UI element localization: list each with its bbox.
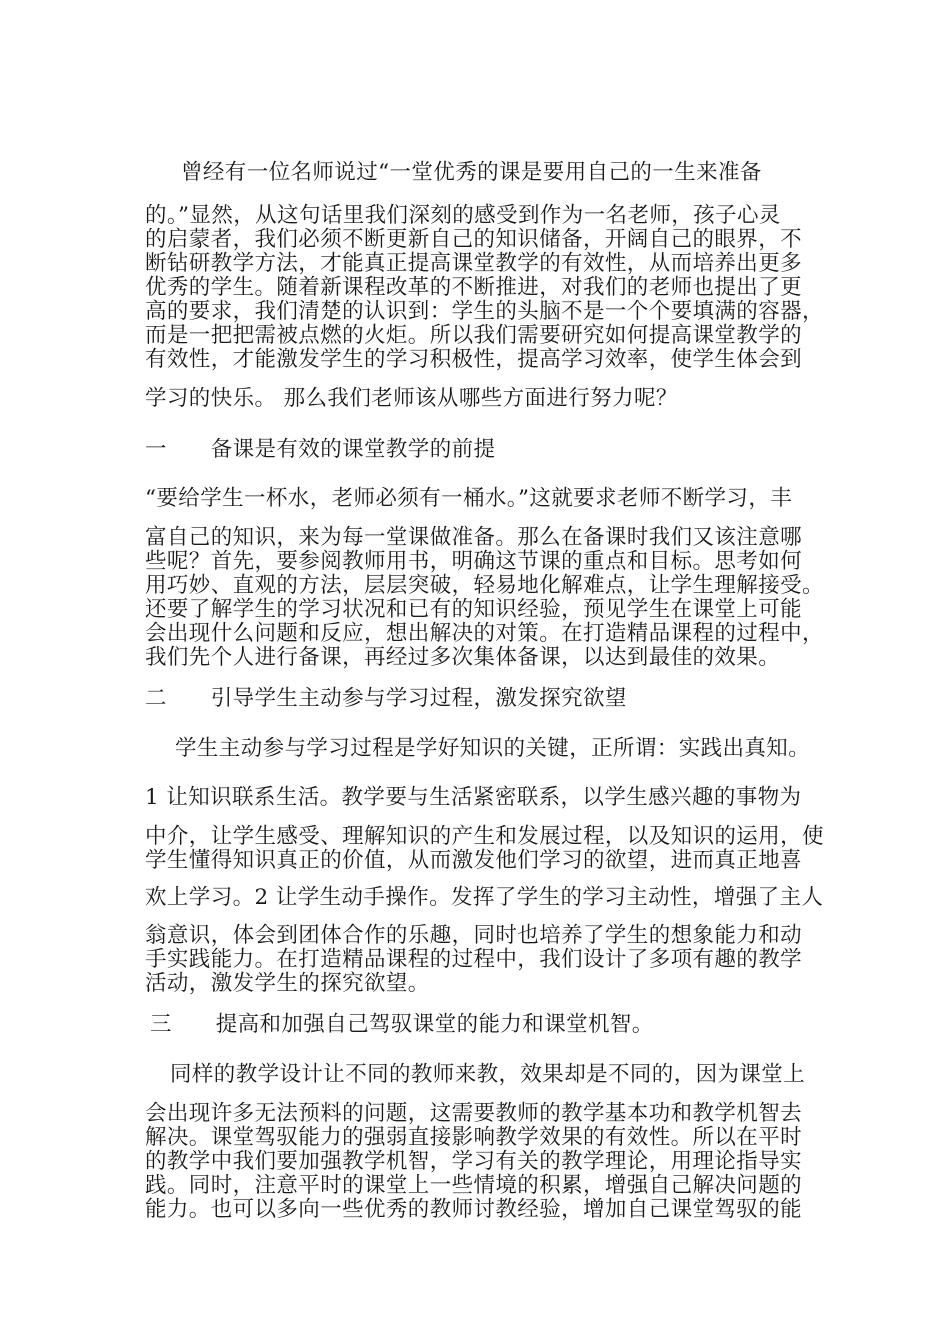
- section1-line: “要给学生一杯水，老师必须有一桶水。”这就要求老师不断学习，丰: [145, 486, 793, 511]
- section2-line: 学生懂得知识真正的价值，从而激发他们学习的欲望，进而真正地喜: [145, 848, 803, 873]
- section1-line: 我们先个人进行备课，再经过多次集体备课，以达到最佳的效果。: [145, 645, 781, 670]
- section3-line: 践。同时，注意平时的课堂上一些情境的积累，增强自己解决问题的: [145, 1173, 803, 1198]
- section3-line: 会出现许多无法预料的问题，这需要教师的教学基本功和教学机智去: [145, 1101, 803, 1126]
- section1-line: 些呢？首先，要参阅教师用书，明确这节课的重点和目标。思考如何: [145, 549, 803, 574]
- intro-line: 的启蒙者，我们必须不断更新自己的知识储备，开阔自己的眼界，不: [145, 227, 803, 252]
- intro-line: 的。”显然，从这句话里我们深刻的感受到作为一名老师，孩子心灵: [145, 203, 781, 228]
- intro-line: 高的要求，我们清楚的认识到：学生的头脑不是一个个要填满的容器，: [145, 299, 824, 324]
- section2-intro-line: 学生主动参与学习过程是学好知识的关键，正所谓：实践出真知。: [175, 736, 811, 761]
- intro-line: 有效性，才能激发学生的学习积极性，提高学习效率，使学生体会到: [145, 347, 803, 372]
- section1-line: 还要了解学生的学习状况和已有的知识经验，预见学生在课堂上可能: [145, 597, 803, 622]
- section2-line: 中介，让学生感受、理解知识的产生和发展过程，以及知识的运用，使: [145, 824, 824, 849]
- section1-line: 会出现什么问题和反应，想出解决的对策。在打造精品课程的过程中，: [145, 621, 824, 646]
- section-heading-2: 二 引导学生主动参与学习过程，激发探究欲望: [145, 686, 627, 711]
- section3-line: 同样的教学设计让不同的教师来教，效果却是不同的，因为课堂上: [170, 1062, 806, 1087]
- section2-line: 手实践能力。在打造精品课程的过程中，我们设计了多项有趣的教学: [145, 947, 803, 972]
- section3-line: 能力。也可以多向一些优秀的教师讨教经验，增加自己课堂驾驭的能: [145, 1197, 803, 1222]
- section1-line: 富自己的知识，来为每一堂课做准备。那么在备课时我们又该注意哪: [145, 525, 803, 550]
- section3-line: 的教学中我们要加强教学机智，学习有关的教学理论，用理论指导实: [145, 1149, 803, 1174]
- section2-line: 活动，激发学生的探究欲望。: [145, 971, 430, 996]
- section-heading-3: 三 提高和加强自己驾驭课堂的能力和课堂机智。: [150, 1012, 654, 1037]
- section2-line: 翁意识，体会到团体合作的乐趣，同时也培养了学生的想象能力和动: [145, 923, 803, 948]
- intro-line: 断钻研教学方法，才能真正提高课堂教学的有效性，从而培养出更多: [145, 251, 803, 276]
- intro-line: 优秀的学生。随着新课程改革的不断推进，对我们的老师也提出了更: [145, 275, 803, 300]
- section2-line: 1 让知识联系生活。教学要与生活紧密联系，以学生感兴趣的事物为: [145, 785, 802, 810]
- section2-line: 欢上学习。2 让学生动手操作。发挥了学生的学习主动性，增强了主人: [145, 885, 824, 910]
- intro-line: 而是一把把需被点燃的火炬。所以我们需要研究如何提高课堂教学的: [145, 323, 803, 348]
- section1-line: 用巧妙、直观的方法，层层突破，轻易地化解难点，让学生理解接受。: [145, 573, 824, 598]
- section-heading-1: 一 备课是有效的课堂教学的前提: [145, 437, 496, 462]
- intro-line: 学习的快乐。 那么我们老师该从哪些方面进行努力呢？: [145, 386, 678, 411]
- section3-line: 解决。课堂驾驭能力的强弱直接影响教学效果的有效性。所以在平时: [145, 1125, 803, 1150]
- intro-line: 曾经有一位名师说过“一堂优秀的课是要用自己的一生来准备: [181, 160, 762, 185]
